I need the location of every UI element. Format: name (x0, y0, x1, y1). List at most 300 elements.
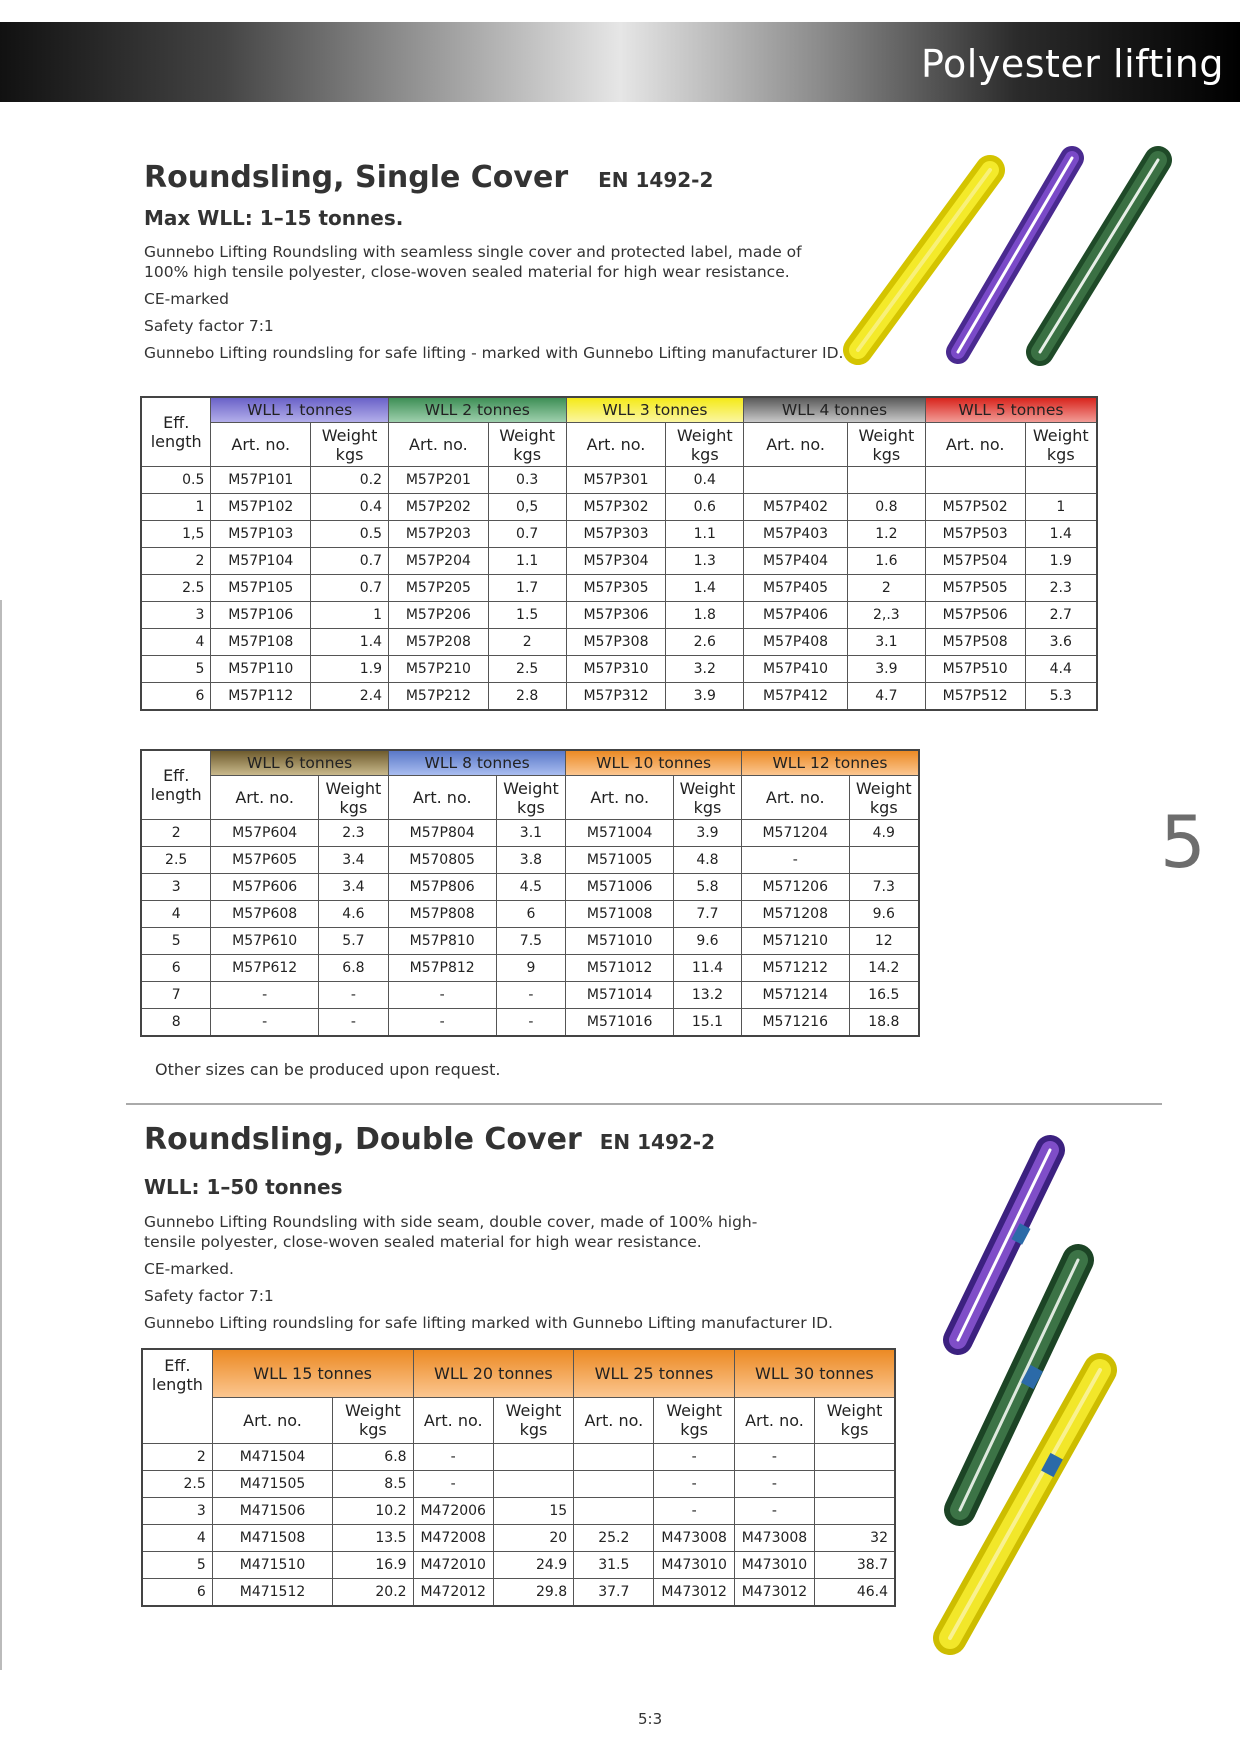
art-no-header: Art. no. (388, 776, 496, 820)
art-no-cell: M57P208 (388, 629, 488, 656)
weight-cell (493, 1470, 573, 1497)
table-row (141, 467, 1097, 494)
eff-length-cell: 3 (141, 602, 211, 629)
art-no-cell: M57P101 (211, 467, 311, 494)
weight-cell: 4.9 (849, 820, 919, 847)
weight-header: Weight kgs (654, 1397, 734, 1443)
weight-cell: M473008 (654, 1524, 734, 1551)
wll-15-30-body (142, 1443, 895, 1606)
weight-cell: 3.9 (847, 656, 925, 683)
art-no-cell: M471508 (212, 1524, 332, 1551)
weight-cell: - (318, 982, 388, 1009)
art-no-cell: M57P510 (925, 656, 1025, 683)
art-no-cell: M471512 (212, 1578, 332, 1606)
weight-cell: 11.4 (674, 955, 742, 982)
art-no-header: Art. no. (566, 423, 666, 467)
wll-30-header: WLL 30 tonnes (734, 1349, 895, 1397)
eff-length-cell: 1 (141, 494, 211, 521)
art-no-cell: M57P512 (925, 683, 1025, 711)
chapter-number: 5 (1160, 800, 1206, 884)
art-no-cell: M57P505 (925, 575, 1025, 602)
art-no-cell: M570805 (388, 847, 496, 874)
art-no-cell: 37.7 (574, 1578, 654, 1606)
weight-header: Weight kgs (674, 776, 742, 820)
weight-cell: - (496, 1009, 566, 1037)
wll-1-5-table (140, 396, 1098, 711)
weight-cell: 32 (815, 1524, 895, 1551)
art-no-cell: M57P103 (211, 521, 311, 548)
weight-cell: 0.7 (311, 548, 389, 575)
art-no-cell: - (734, 1470, 814, 1497)
eff-length-cell: 0.5 (141, 467, 211, 494)
art-no-cell: M57P506 (925, 602, 1025, 629)
art-no-cell: M57P504 (925, 548, 1025, 575)
art-no-cell: M57P412 (744, 683, 848, 711)
weight-cell: 1 (1025, 494, 1097, 521)
art-no-cell: M471506 (212, 1497, 332, 1524)
weight-cell: 16.5 (849, 982, 919, 1009)
art-no-cell: M57P105 (211, 575, 311, 602)
wll-4-header: WLL 4 tonnes (744, 397, 926, 423)
art-no-cell: M472012 (413, 1578, 493, 1606)
weight-cell: 13.2 (674, 982, 742, 1009)
weight-header: Weight kgs (847, 423, 925, 467)
art-no-cell: M57P201 (388, 467, 488, 494)
weight-cell: 12 (849, 928, 919, 955)
art-no-cell: M57P104 (211, 548, 311, 575)
art-no-cell: M57P810 (388, 928, 496, 955)
weight-cell: M473010 (654, 1551, 734, 1578)
art-no-cell: M473008 (734, 1524, 814, 1551)
art-no-cell: M57P305 (566, 575, 666, 602)
art-no-cell: M471510 (212, 1551, 332, 1578)
art-no-cell: M472008 (413, 1524, 493, 1551)
table-row (141, 521, 1097, 548)
art-no-cell: M571216 (741, 1009, 849, 1037)
art-no-cell: M57P804 (388, 820, 496, 847)
weight-cell: 15.1 (674, 1009, 742, 1037)
weight-cell: 2.7 (1025, 602, 1097, 629)
single-cover-id: Gunnebo Lifting roundsling for safe lifting - marked with Gunnebo Lifting manufacturer ID. (144, 344, 844, 362)
table-row (141, 955, 919, 982)
art-no-cell: M57P606 (211, 874, 319, 901)
art-no-cell: M473010 (734, 1551, 814, 1578)
margin-line (0, 600, 2, 1670)
wll-1-header: WLL 1 tonnes (211, 397, 389, 423)
eff-length-cell: 1,5 (141, 521, 211, 548)
art-no-cell: M57P204 (388, 548, 488, 575)
art-no-cell (574, 1443, 654, 1470)
art-no-cell: M57P304 (566, 548, 666, 575)
art-no-cell: M471504 (212, 1443, 332, 1470)
weight-cell: 8.5 (333, 1470, 413, 1497)
weight-cell: 1.7 (488, 575, 566, 602)
section-divider (126, 1103, 1162, 1105)
table-row (141, 629, 1097, 656)
weight-cell: 3.9 (674, 820, 742, 847)
weight-cell: 3.9 (666, 683, 744, 711)
art-no-cell: M571210 (741, 928, 849, 955)
eff-length-cell: 3 (141, 874, 211, 901)
header-title: Polyester lifting (921, 42, 1224, 86)
art-no-cell: - (211, 982, 319, 1009)
weight-cell: 46.4 (815, 1578, 895, 1606)
wll-20-header: WLL 20 tonnes (413, 1349, 574, 1397)
table-row (141, 494, 1097, 521)
art-no-cell: M57P310 (566, 656, 666, 683)
art-no-cell: M571204 (741, 820, 849, 847)
wll-15-header: WLL 15 tonnes (212, 1349, 413, 1397)
eff-length-header: Eff. length (141, 750, 211, 820)
eff-length-cell: 6 (141, 955, 211, 982)
weight-cell: 3.4 (318, 874, 388, 901)
table-row (142, 1551, 895, 1578)
art-no-cell (574, 1497, 654, 1524)
weight-cell: 20 (493, 1524, 573, 1551)
eff-length-cell: 4 (142, 1524, 212, 1551)
art-no-cell: - (211, 1009, 319, 1037)
weight-header: Weight kgs (815, 1397, 895, 1443)
art-no-cell: M57P301 (566, 467, 666, 494)
table-row (141, 575, 1097, 602)
weight-cell (847, 467, 925, 494)
art-no-cell: - (388, 1009, 496, 1037)
weight-cell: 0,5 (488, 494, 566, 521)
page-number: 5:3 (638, 1710, 663, 1728)
art-no-cell: M57P403 (744, 521, 848, 548)
eff-length-header: Eff. length (142, 1349, 212, 1443)
weight-header: Weight kgs (333, 1397, 413, 1443)
weight-cell: 3.4 (318, 847, 388, 874)
art-no-cell: M57P205 (388, 575, 488, 602)
art-no-header: Art. no. (211, 776, 319, 820)
eff-length-cell: 6 (142, 1578, 212, 1606)
wll-10-header: WLL 10 tonnes (566, 750, 742, 776)
weight-cell: 0.2 (311, 467, 389, 494)
eff-length-cell: 7 (141, 982, 211, 1009)
weight-cell (815, 1443, 895, 1470)
art-no-cell: M57P312 (566, 683, 666, 711)
eff-length-cell: 2.5 (141, 575, 211, 602)
art-no-header: Art. no. (566, 776, 674, 820)
weight-cell: 0.7 (488, 521, 566, 548)
weight-cell: 1.4 (1025, 521, 1097, 548)
roundsling-double-illustration (930, 1130, 1130, 1670)
weight-cell: 3.2 (666, 656, 744, 683)
art-no-cell: M57P106 (211, 602, 311, 629)
wll-5-header: WLL 5 tonnes (925, 397, 1097, 423)
art-no-cell: M57P502 (925, 494, 1025, 521)
weight-cell: 2.5 (488, 656, 566, 683)
table-row (141, 548, 1097, 575)
weight-cell: 6.8 (333, 1443, 413, 1470)
weight-cell: 1.4 (666, 575, 744, 602)
single-cover-subtitle: Max WLL: 1–15 tonnes. (144, 206, 404, 230)
weight-cell: 18.8 (849, 1009, 919, 1037)
table-row (141, 874, 919, 901)
eff-length-cell: 2.5 (141, 847, 211, 874)
art-no-cell: M57P605 (211, 847, 319, 874)
weight-cell: - (654, 1497, 734, 1524)
weight-cell: 6.8 (318, 955, 388, 982)
art-no-header: Art. no. (741, 776, 849, 820)
roundsling-single-illustration (840, 140, 1180, 380)
weight-cell: 7.3 (849, 874, 919, 901)
art-no-cell: M57P308 (566, 629, 666, 656)
weight-cell: 1.3 (666, 548, 744, 575)
weight-cell: 2 (488, 629, 566, 656)
art-no-cell: M57P110 (211, 656, 311, 683)
wll-6-header: WLL 6 tonnes (211, 750, 389, 776)
art-no-cell: M57P203 (388, 521, 488, 548)
weight-header: Weight kgs (666, 423, 744, 467)
weight-cell: 7.5 (496, 928, 566, 955)
weight-cell: 2.3 (1025, 575, 1097, 602)
art-no-cell: M57P302 (566, 494, 666, 521)
weight-cell: 4.4 (1025, 656, 1097, 683)
weight-cell: 3.1 (847, 629, 925, 656)
eff-length-cell: 2.5 (142, 1470, 212, 1497)
art-no-cell: M571012 (566, 955, 674, 982)
art-no-header: Art. no. (388, 423, 488, 467)
art-no-cell: M571206 (741, 874, 849, 901)
table-row (142, 1470, 895, 1497)
table-row (142, 1497, 895, 1524)
art-no-cell: M571004 (566, 820, 674, 847)
art-no-cell: M571214 (741, 982, 849, 1009)
weight-header: Weight kgs (849, 776, 919, 820)
weight-header: Weight kgs (311, 423, 389, 467)
weight-cell: 0.8 (847, 494, 925, 521)
weight-header: Weight kgs (493, 1397, 573, 1443)
weight-cell (849, 847, 919, 874)
art-no-cell: M57P808 (388, 901, 496, 928)
weight-cell: 9.6 (674, 928, 742, 955)
art-no-cell: 31.5 (574, 1551, 654, 1578)
eff-length-cell: 3 (142, 1497, 212, 1524)
eff-length-cell: 5 (141, 656, 211, 683)
art-no-cell: M571016 (566, 1009, 674, 1037)
double-cover-safety: Safety factor 7:1 (144, 1287, 274, 1305)
table-row (141, 602, 1097, 629)
weight-cell: 0.4 (311, 494, 389, 521)
art-no-header: Art. no. (413, 1397, 493, 1443)
wll-6-12-body (141, 820, 919, 1037)
weight-cell: 5.7 (318, 928, 388, 955)
weight-cell: M473012 (654, 1578, 734, 1606)
art-no-header: Art. no. (925, 423, 1025, 467)
art-no-cell: M57P202 (388, 494, 488, 521)
weight-cell: 24.9 (493, 1551, 573, 1578)
eff-length-cell: 4 (141, 901, 211, 928)
weight-cell: 4.6 (318, 901, 388, 928)
single-cover-safety: Safety factor 7:1 (144, 317, 274, 335)
weight-cell: 0.4 (666, 467, 744, 494)
art-no-cell: M57P306 (566, 602, 666, 629)
single-cover-standard: EN 1492-2 (598, 168, 714, 192)
art-no-cell (925, 467, 1025, 494)
art-no-header: Art. no. (744, 423, 848, 467)
weight-cell: 14.2 (849, 955, 919, 982)
weight-cell: 10.2 (333, 1497, 413, 1524)
table-row (141, 820, 919, 847)
weight-cell: 0.5 (311, 521, 389, 548)
art-no-cell: M57P112 (211, 683, 311, 711)
weight-cell: 6 (496, 901, 566, 928)
art-no-cell: M571208 (741, 901, 849, 928)
eff-length-cell: 2 (141, 820, 211, 847)
weight-header: Weight kgs (318, 776, 388, 820)
weight-cell: 4.5 (496, 874, 566, 901)
art-no-cell: M57P408 (744, 629, 848, 656)
weight-cell (815, 1497, 895, 1524)
eff-length-cell: 6 (141, 683, 211, 711)
art-no-cell: M571006 (566, 874, 674, 901)
art-no-cell: 25.2 (574, 1524, 654, 1551)
weight-cell: 29.8 (493, 1578, 573, 1606)
art-no-header: Art. no. (212, 1397, 332, 1443)
art-no-cell: M571008 (566, 901, 674, 928)
double-cover-title (144, 1122, 715, 1157)
double-cover-ce: CE-marked. (144, 1260, 234, 1278)
single-cover-ce: CE-marked (144, 290, 229, 308)
single-cover-desc: Gunnebo Lifting Roundsling with seamless single cover and protected label, made of 100% high tensile polyester, close-woven sealed material for high wear resistance. (144, 243, 802, 281)
wll-15-30-table (141, 1348, 896, 1607)
art-no-header: Art. no. (734, 1397, 814, 1443)
weight-cell: 2.6 (666, 629, 744, 656)
double-cover-desc: Gunnebo Lifting Roundsling with side seam, double cover, made of 100% high-tensile polyester, close-woven sealed material for high wear resistance. (144, 1213, 758, 1251)
art-no-cell: M571014 (566, 982, 674, 1009)
art-no-cell: M57P610 (211, 928, 319, 955)
double-cover-subtitle: WLL: 1–50 tonnes (144, 1175, 343, 1199)
wll-12-header: WLL 12 tonnes (741, 750, 919, 776)
weight-cell: 3.1 (496, 820, 566, 847)
weight-cell: - (654, 1470, 734, 1497)
other-sizes-note: Other sizes can be produced upon request. (155, 1060, 501, 1079)
art-no-cell: M57P608 (211, 901, 319, 928)
weight-cell: 16.9 (333, 1551, 413, 1578)
weight-cell: 1.1 (488, 548, 566, 575)
art-no-cell: M472006 (413, 1497, 493, 1524)
art-no-cell: - (413, 1443, 493, 1470)
art-no-cell: M57P405 (744, 575, 848, 602)
art-no-cell (574, 1470, 654, 1497)
wll-25-header: WLL 25 tonnes (574, 1349, 735, 1397)
weight-cell: 2,.3 (847, 602, 925, 629)
weight-cell: 1.2 (847, 521, 925, 548)
art-no-cell: M472010 (413, 1551, 493, 1578)
wll-8-header: WLL 8 tonnes (388, 750, 566, 776)
art-no-cell: M57P212 (388, 683, 488, 711)
weight-cell: 9 (496, 955, 566, 982)
weight-cell: 0.6 (666, 494, 744, 521)
weight-cell: 1 (311, 602, 389, 629)
weight-cell: 1.1 (666, 521, 744, 548)
single-cover-title (144, 160, 713, 195)
art-no-cell: M57P604 (211, 820, 319, 847)
table-row (141, 901, 919, 928)
single-cover-title-text: Roundsling, Single Cover (144, 160, 569, 195)
art-no-header: Art. no. (211, 423, 311, 467)
weight-cell: 1.9 (1025, 548, 1097, 575)
weight-cell: 1.8 (666, 602, 744, 629)
weight-cell: - (654, 1443, 734, 1470)
art-no-cell: M57P102 (211, 494, 311, 521)
table-row (142, 1578, 895, 1606)
art-no-cell: M571010 (566, 928, 674, 955)
weight-cell: 2.8 (488, 683, 566, 711)
art-no-cell: M473012 (734, 1578, 814, 1606)
weight-header: Weight kgs (1025, 423, 1097, 467)
weight-header: Weight kgs (496, 776, 566, 820)
art-no-cell (744, 467, 848, 494)
art-no-cell: M57P612 (211, 955, 319, 982)
weight-cell: 2 (847, 575, 925, 602)
weight-cell: 2.4 (311, 683, 389, 711)
art-no-cell: M571212 (741, 955, 849, 982)
table-row (142, 1443, 895, 1470)
weight-cell: 0.7 (311, 575, 389, 602)
weight-cell: 3.8 (496, 847, 566, 874)
weight-cell (1025, 467, 1097, 494)
art-no-cell: M57P303 (566, 521, 666, 548)
eff-length-cell: 2 (142, 1443, 212, 1470)
weight-cell: 0.3 (488, 467, 566, 494)
art-no-cell: M571005 (566, 847, 674, 874)
table-row (141, 847, 919, 874)
table-row (142, 1524, 895, 1551)
art-no-cell: - (413, 1470, 493, 1497)
art-no-cell: M57P806 (388, 874, 496, 901)
weight-cell: - (496, 982, 566, 1009)
table-row (141, 656, 1097, 683)
art-no-cell: M57P410 (744, 656, 848, 683)
weight-cell: 4.7 (847, 683, 925, 711)
art-no-cell: M57P402 (744, 494, 848, 521)
weight-cell: 1.6 (847, 548, 925, 575)
weight-cell: 4.8 (674, 847, 742, 874)
art-no-cell: M57P406 (744, 602, 848, 629)
art-no-cell: - (734, 1497, 814, 1524)
art-no-cell: M471505 (212, 1470, 332, 1497)
table-row (141, 683, 1097, 711)
weight-cell (815, 1470, 895, 1497)
weight-cell: 5.8 (674, 874, 742, 901)
art-no-cell: M57P508 (925, 629, 1025, 656)
weight-cell: 5.3 (1025, 683, 1097, 711)
header-banner (0, 22, 1240, 102)
eff-length-cell: 4 (141, 629, 211, 656)
weight-cell: 1.9 (311, 656, 389, 683)
weight-cell: 15 (493, 1497, 573, 1524)
table-row (141, 928, 919, 955)
weight-cell: 38.7 (815, 1551, 895, 1578)
art-no-cell: - (734, 1443, 814, 1470)
eff-length-cell: 5 (141, 928, 211, 955)
weight-cell (493, 1443, 573, 1470)
art-no-cell: M57P206 (388, 602, 488, 629)
wll-6-12-table (140, 749, 920, 1037)
art-no-header: Art. no. (574, 1397, 654, 1443)
weight-cell: 2.3 (318, 820, 388, 847)
weight-cell: 9.6 (849, 901, 919, 928)
wll-3-header: WLL 3 tonnes (566, 397, 744, 423)
table-row (141, 1009, 919, 1037)
weight-cell: 20.2 (333, 1578, 413, 1606)
weight-cell: 13.5 (333, 1524, 413, 1551)
eff-length-cell: 5 (142, 1551, 212, 1578)
weight-header: Weight kgs (488, 423, 566, 467)
